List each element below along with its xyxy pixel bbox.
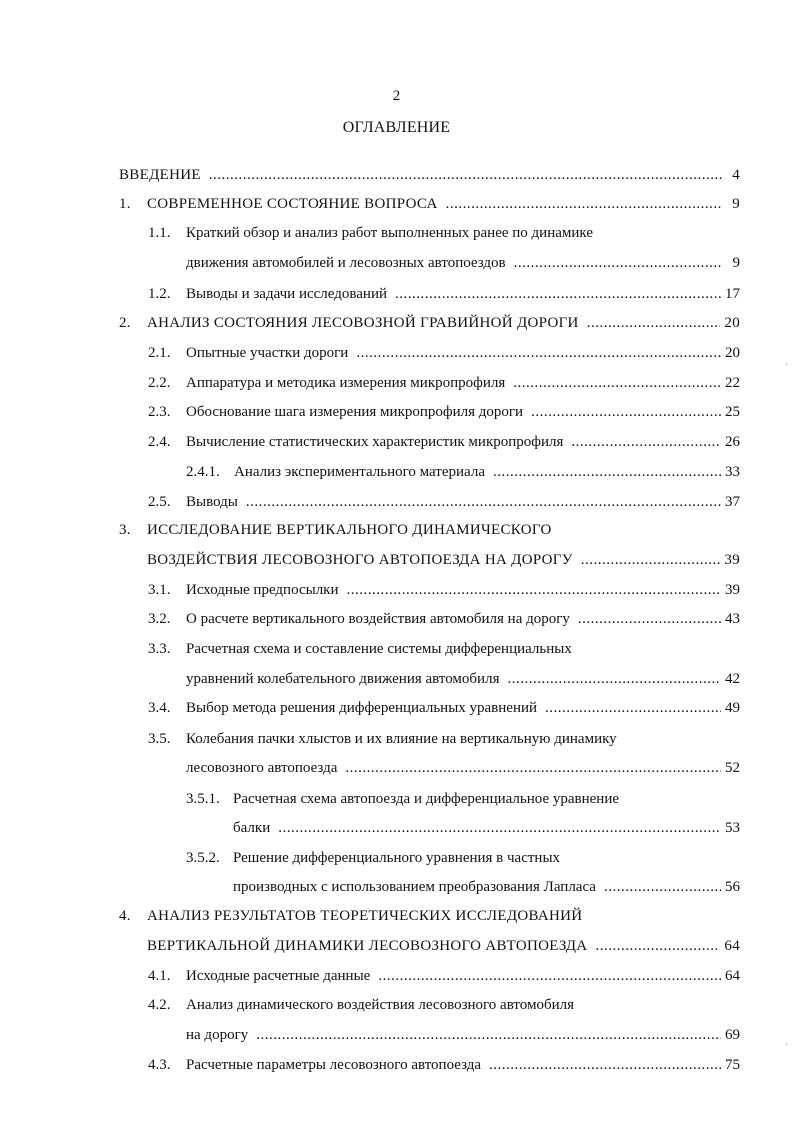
toc-entry-number: 2.1. <box>148 345 171 361</box>
toc-entry-text: Вычисление статистических характеристик микропрофиля <box>186 434 564 450</box>
toc-entry-text: Выводы и задачи исследований <box>186 286 388 302</box>
toc-entry-number: 3.1. <box>148 582 171 598</box>
toc-entry-page: 75 <box>725 1057 740 1073</box>
scan-speck: · <box>785 1040 789 1051</box>
toc-entry-page: 9 <box>732 196 740 212</box>
leader-dots <box>378 966 721 986</box>
toc-entry-number: 3.3. <box>148 641 171 657</box>
leader-dots <box>545 698 721 718</box>
leader-dots <box>578 609 721 629</box>
leader-dots <box>246 492 721 512</box>
toc-entry-3-5-2[interactable] <box>186 848 740 868</box>
toc-entry-text: Анализ экспериментального материала <box>234 464 485 480</box>
toc-entry-2-1[interactable] <box>148 343 740 363</box>
leader-dots <box>595 936 720 956</box>
leader-dots <box>256 1025 721 1045</box>
toc-entry-page: 52 <box>725 760 740 776</box>
leader-dots <box>531 402 721 422</box>
toc-entry-page: 49 <box>725 700 740 716</box>
toc-entry-text: Аппаратура и методика измерения микропрофиля <box>186 375 506 391</box>
toc-entry-number: 4.1. <box>148 968 171 984</box>
toc-entry-text: Опытные участки дороги <box>186 345 349 361</box>
leader-dots <box>581 550 721 570</box>
toc-entry-text: ВВЕДЕНИЕ <box>119 167 201 183</box>
toc-entry-3-4[interactable] <box>148 698 740 718</box>
toc-entry-chapter-2[interactable] <box>119 313 740 333</box>
toc-entry-2-4[interactable] <box>148 432 740 452</box>
toc-entry-page: 64 <box>725 968 740 984</box>
toc-entry-number: 3.5.2. <box>186 850 220 866</box>
toc-entry-number: 3.5.1. <box>186 791 220 807</box>
leader-dots <box>209 165 722 185</box>
toc-entry-1-2[interactable] <box>148 284 740 304</box>
toc-entry-page: 64 <box>724 938 740 954</box>
toc-entry-chapter-3-cont[interactable] <box>147 550 740 570</box>
toc-entry-page: 69 <box>725 1027 740 1043</box>
toc-entry-2-5[interactable] <box>148 492 740 512</box>
toc-entry-3-3-cont[interactable] <box>186 669 740 689</box>
toc-entry-text: СОВРЕМЕННОЕ СОСТОЯНИЕ ВОПРОСА <box>147 196 438 212</box>
toc-entry-text: производных с использованием преобразования Лапласа <box>233 879 596 895</box>
toc-entry-3-2[interactable] <box>148 609 740 629</box>
toc-entry-number: 2. <box>119 315 131 331</box>
toc-entry-number: 3. <box>119 522 131 538</box>
toc-entry-number: 2.3. <box>148 404 171 420</box>
toc-entry-introduction[interactable] <box>119 165 740 185</box>
toc-entry-number: 3.4. <box>148 700 171 716</box>
toc-entry-chapter-4[interactable] <box>119 906 740 926</box>
toc-entry-page: 26 <box>725 434 740 450</box>
toc-entry-text: ВОЗДЕЙСТВИЯ ЛЕСОВОЗНОГО АВТОПОЕЗДА НА ДОРОГУ <box>147 552 573 568</box>
toc-entry-text: лесовозного автопоезда <box>186 760 338 776</box>
toc-entry-page: 4 <box>732 167 740 183</box>
toc-entry-number: 3.5. <box>148 731 171 747</box>
toc-entry-text: АНАЛИЗ СОСТОЯНИЯ ЛЕСОВОЗНОЙ ГРАВИЙНОЙ ДОРОГИ <box>147 315 579 331</box>
toc-entry-text: Краткий обзор и анализ работ выполненных ранее по динамике <box>186 225 593 241</box>
leader-dots <box>278 818 721 838</box>
toc-entry-4-2[interactable] <box>148 995 740 1015</box>
page-title: ОГЛАВЛЕНИЕ <box>342 119 451 136</box>
toc-entry-4-1[interactable] <box>148 966 740 986</box>
toc-entry-text: Колебания пачки хлыстов и их влияние на вертикальную динамику <box>186 731 617 747</box>
toc-entry-page: 20 <box>725 345 740 361</box>
toc-entry-number: 2.2. <box>148 375 171 391</box>
toc-entry-text: Расчетная схема и составление системы дифференциальных <box>186 641 572 657</box>
toc-entry-text: Решение дифференциального уравнения в частных <box>233 850 561 866</box>
toc-entry-text: Расчетная схема автопоезда и дифференциальное уравнение <box>233 791 620 807</box>
toc-entry-page: 9 <box>732 255 740 271</box>
toc-entry-page: 37 <box>725 494 740 510</box>
scan-speck: · <box>785 360 789 371</box>
toc-entry-number: 2.4.1. <box>186 464 220 480</box>
toc-entry-text: на дорогу <box>186 1027 249 1043</box>
toc-entry-text: Выбор метода решения дифференциальных уравнений <box>186 700 538 716</box>
toc-entry-number: 2.4. <box>148 434 171 450</box>
toc-entry-page: 53 <box>725 820 740 836</box>
toc-entry-page: 39 <box>724 552 740 568</box>
leader-dots <box>347 580 722 600</box>
page-number: 2 <box>392 88 401 104</box>
toc-entry-1-1[interactable] <box>148 223 740 243</box>
toc-entry-number: 2.5. <box>148 494 171 510</box>
toc-entry-3-5-cont[interactable] <box>186 758 740 778</box>
toc-entry-chapter-3[interactable] <box>119 520 740 540</box>
toc-entry-text: ИССЛЕДОВАНИЕ ВЕРТИКАЛЬНОГО ДИНАМИЧЕСКОГО <box>147 522 552 538</box>
leader-dots <box>604 877 721 897</box>
toc-entry-chapter-4-cont[interactable] <box>147 936 740 956</box>
toc-entry-page: 39 <box>725 582 740 598</box>
leader-dots <box>513 373 721 393</box>
toc-entry-3-5[interactable] <box>148 729 740 749</box>
leader-dots <box>571 432 721 452</box>
toc-entry-3-5-1[interactable] <box>186 789 740 809</box>
toc-entry-text: Выводы <box>186 494 238 510</box>
leader-dots <box>507 669 721 689</box>
toc-entry-number: 1. <box>119 196 131 212</box>
toc-entry-page: 20 <box>724 315 740 331</box>
leader-dots <box>356 343 721 363</box>
toc-entry-1-1-cont[interactable] <box>186 253 740 273</box>
toc-entry-text: ВЕРТИКАЛЬНОЙ ДИНАМИКИ ЛЕСОВОЗНОГО АВТОПОЕЗДА <box>147 938 588 954</box>
toc-entry-page: 25 <box>725 404 740 420</box>
toc-entry-number: 1.1. <box>148 225 171 241</box>
toc-entry-3-5-2-cont[interactable] <box>233 877 740 897</box>
toc-entry-3-1[interactable] <box>148 580 740 600</box>
toc-entry-page: 43 <box>725 611 740 627</box>
toc-entry-text: Исходные расчетные данные <box>186 968 371 984</box>
toc-entry-text: уравнений колебательного движения автомобиля <box>186 671 500 687</box>
toc-entry-2-2[interactable] <box>148 373 740 393</box>
leader-dots <box>587 313 721 333</box>
toc-entry-number: 3.2. <box>148 611 171 627</box>
toc-entry-number: 4.2. <box>148 997 171 1013</box>
leader-dots <box>446 194 722 214</box>
toc-entry-text: Обоснование шага измерения микропрофиля дороги <box>186 404 524 420</box>
toc-entry-text: О расчете вертикального воздействия автомобиля на дорогу <box>186 611 570 627</box>
toc-entry-text: Исходные предпосылки <box>186 582 339 598</box>
toc-entry-text: движения автомобилей и лесовозных автопоездов <box>186 255 506 271</box>
toc-entry-3-5-1-cont[interactable] <box>233 818 740 838</box>
toc-entry-4-2-cont[interactable] <box>186 1025 740 1045</box>
toc-entry-chapter-1[interactable] <box>119 194 740 214</box>
toc-entry-number: 4.3. <box>148 1057 171 1073</box>
toc-entry-page: 42 <box>725 671 740 687</box>
toc-entry-4-3[interactable] <box>148 1055 740 1075</box>
toc-entry-2-4-1[interactable] <box>186 462 740 482</box>
toc-entry-3-3[interactable] <box>148 639 740 659</box>
toc-entry-page: 33 <box>725 464 740 480</box>
toc-entry-2-3[interactable] <box>148 402 740 422</box>
leader-dots <box>493 462 721 482</box>
toc-entry-text: Анализ динамического воздействия лесовозного автомобиля <box>186 997 575 1013</box>
toc-entry-text: АНАЛИЗ РЕЗУЛЬТАТОВ ТЕОРЕТИЧЕСКИХ ИССЛЕДОВАНИЙ <box>147 908 583 924</box>
toc-entry-page: 56 <box>725 879 740 895</box>
leader-dots <box>395 284 721 304</box>
toc-entry-text: Расчетные параметры лесовозного автопоезда <box>186 1057 482 1073</box>
toc-entry-text: балки <box>233 820 271 836</box>
toc-entry-number: 1.2. <box>148 286 171 302</box>
leader-dots <box>489 1055 721 1075</box>
toc-entry-page: 22 <box>725 375 740 391</box>
toc-entry-page: 17 <box>725 286 740 302</box>
leader-dots <box>345 758 721 778</box>
toc-entry-number: 4. <box>119 908 131 924</box>
leader-dots <box>514 253 722 273</box>
